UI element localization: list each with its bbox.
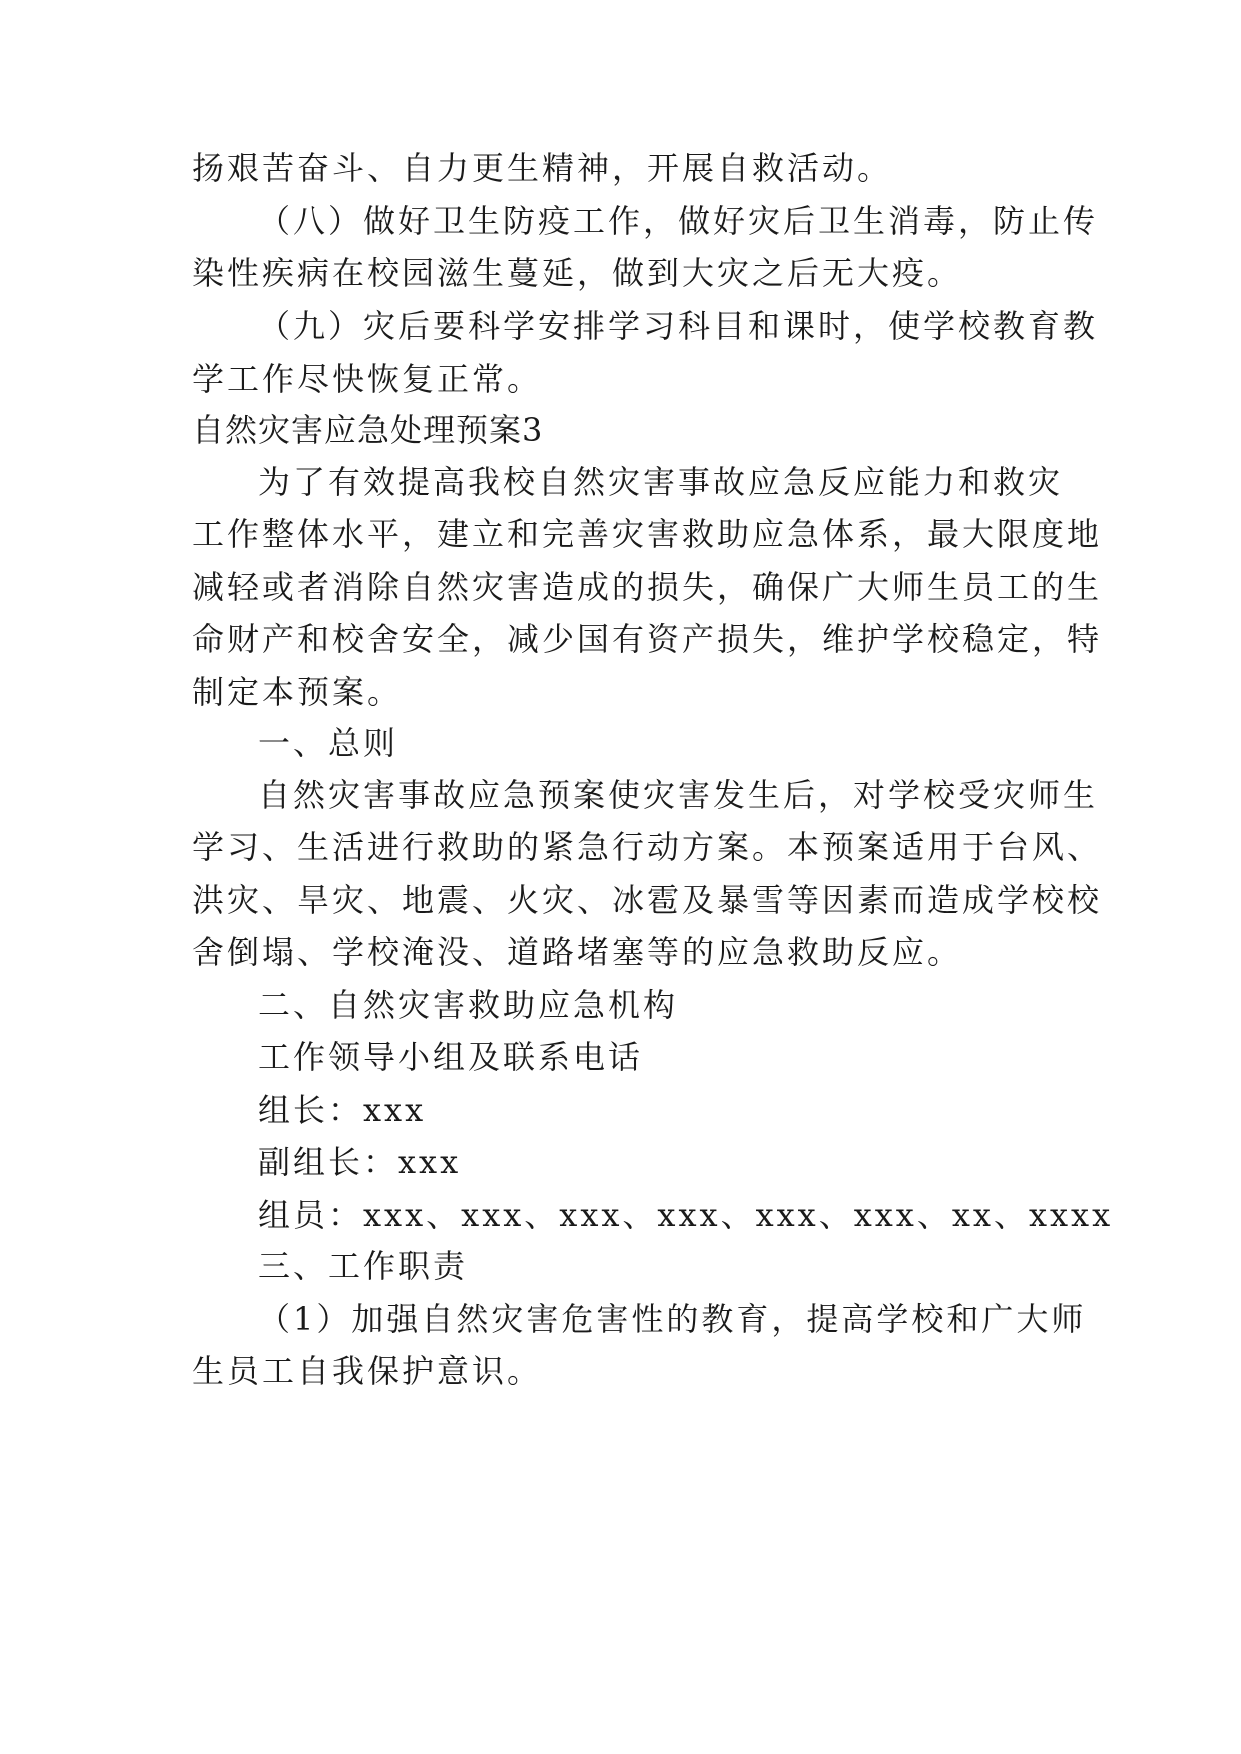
paragraph-line: 学工作尽快恢复正常。 bbox=[192, 360, 543, 398]
section-heading: 自然灾害应急处理预案3 bbox=[192, 411, 544, 449]
paragraph-line: （九）灾后要科学安排学习科目和课时，使学校教育教 bbox=[258, 307, 1099, 345]
paragraph-line: 减轻或者消除自然灾害造成的损失，确保广大师生员工的生 bbox=[192, 568, 1103, 606]
paragraph-line: 工作整体水平，建立和完善灾害救助应急体系，最大限度地 bbox=[192, 515, 1103, 553]
paragraph-line: 副组长：xxx bbox=[258, 1143, 462, 1181]
section-heading: 一、总则 bbox=[258, 724, 399, 762]
paragraph-line: 扬艰苦奋斗、自力更生精神，开展自救活动。 bbox=[192, 149, 893, 187]
paragraph-line: 组员：xxx、xxx、xxx、xxx、xxx、xxx、xx、xxxx bbox=[258, 1196, 1114, 1234]
paragraph-line: 命财产和校舍安全，减少国有资产损失，维护学校稳定，特 bbox=[192, 620, 1103, 658]
paragraph-line: 为了有效提高我校自然灾害事故应急反应能力和救灾 bbox=[258, 463, 1064, 501]
section-heading: 二、自然灾害救助应急机构 bbox=[258, 986, 679, 1024]
paragraph-line: 组长：xxx bbox=[258, 1091, 427, 1129]
paragraph-line: 制定本预案。 bbox=[192, 673, 403, 711]
paragraph-line: 学习、生活进行救助的紧急行动方案。本预案适用于台风、 bbox=[192, 828, 1103, 866]
section-heading: 三、工作职责 bbox=[258, 1247, 469, 1285]
paragraph-line: （1）加强自然灾害危害性的教育，提高学校和广大师 bbox=[258, 1300, 1087, 1338]
paragraph-line: 工作领导小组及联系电话 bbox=[258, 1038, 644, 1076]
paragraph-line: 自然灾害事故应急预案使灾害发生后，对学校受灾师生 bbox=[258, 776, 1099, 814]
paragraph-line: （八）做好卫生防疫工作，做好灾后卫生消毒，防止传 bbox=[258, 202, 1099, 240]
paragraph-line: 染性疾病在校园滋生蔓延，做到大灾之后无大疫。 bbox=[192, 254, 963, 292]
paragraph-line: 生员工自我保护意识。 bbox=[192, 1352, 543, 1390]
paragraph-line: 洪灾、旱灾、地震、火灾、冰雹及暴雪等因素而造成学校校 bbox=[192, 881, 1103, 919]
paragraph-line: 舍倒塌、学校淹没、道路堵塞等的应急救助反应。 bbox=[192, 933, 963, 971]
